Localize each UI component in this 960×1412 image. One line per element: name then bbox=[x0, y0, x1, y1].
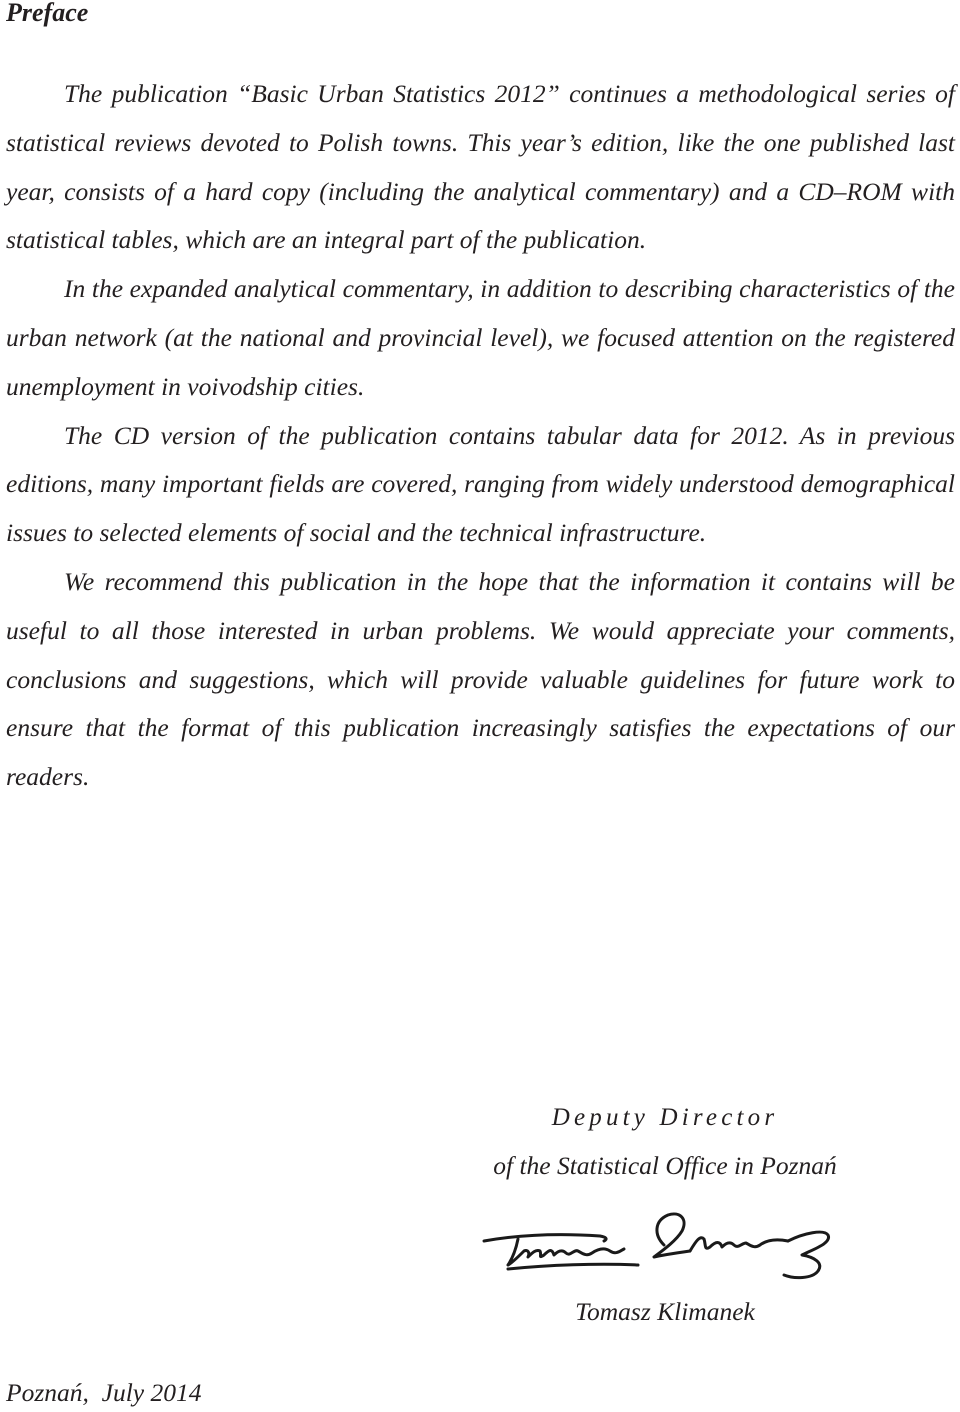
signatory-position: Deputy Director bbox=[551, 1104, 779, 1131]
paragraph: The CD version of the publication contains tabular data for 2012. As in previous editions, many important fields are covered, ranging from widely understood demographical issues to selected elements of social and the technical infrastructure. bbox=[6, 420, 955, 548]
paragraph: The publication “Basic Urban Statistics 2012” continues a methodological series of statistical reviews devoted to Polish towns. This year’s edition, like the one published last year, consists of a hard copy (including the analytical commentary) and a CD–ROM with statistical tables, which are an integral part of the publication. bbox=[6, 79, 955, 255]
place-date: Poznań, July 2014 bbox=[6, 1378, 202, 1407]
signatory-name: Tomasz Klimanek bbox=[575, 1297, 755, 1326]
paragraph: We recommend this publication in the hope that the information it contains will be useful to all those interested in urban problems. We would appreciate your comments, conclusions and suggestions, which will provide valuable guidelines for future work to ensure that the format of this publication increasingly satisfies the expectations of our readers. bbox=[6, 566, 955, 792]
paragraph: In the expanded analytical commentary, in addition to describing characteristics of the urban network (at the national and provincial level), we focused attention on the registered unemployment in voivodship cities. bbox=[6, 274, 955, 401]
handwritten-signature bbox=[478, 1205, 838, 1287]
page-title: Preface bbox=[6, 0, 89, 27]
signatory-office: of the Statistical Office in Poznań bbox=[493, 1151, 837, 1180]
preface-body bbox=[6, 70, 955, 802]
